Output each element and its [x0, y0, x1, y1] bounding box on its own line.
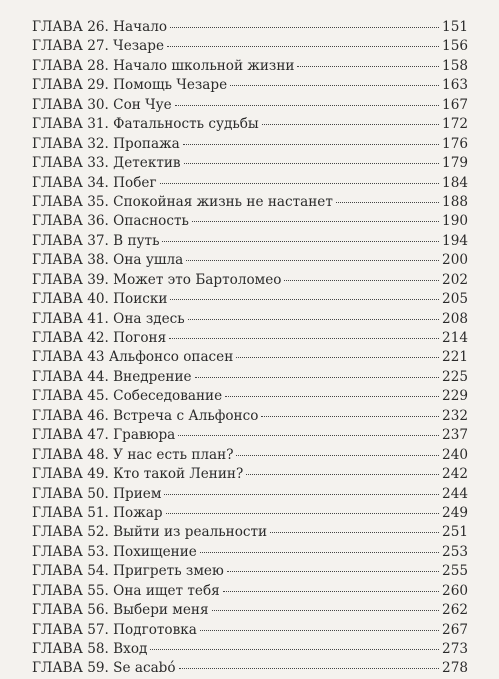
toc-entry-page-number: 202: [442, 271, 468, 288]
dot-leader: [230, 85, 439, 86]
toc-entry-page-number: 278: [442, 660, 468, 677]
toc-entry-page-number: 255: [442, 563, 468, 580]
toc-entry: [32, 640, 468, 659]
toc-entry: [32, 523, 468, 542]
toc-entry-page-number: 176: [442, 135, 468, 152]
toc-entry-title: ГЛАВА 53. Похищение: [32, 543, 197, 560]
toc-entry-title: ГЛАВА 44. Внедрение: [32, 368, 192, 385]
toc-entry: [32, 465, 468, 484]
dot-leader: [162, 241, 439, 242]
dot-leader: [164, 494, 439, 495]
toc-entry-title: ГЛАВА 54. Пригреть змею: [32, 563, 224, 580]
toc-entry-page-number: 267: [442, 621, 468, 638]
toc-entry: [32, 562, 468, 581]
dot-leader: [170, 299, 439, 300]
dot-leader: [336, 202, 439, 203]
toc-entry-page-number: 229: [442, 388, 468, 405]
dot-leader: [160, 183, 439, 184]
toc-entry-title: ГЛАВА 28. Начало школьной жизни: [32, 57, 295, 74]
dot-leader: [179, 668, 439, 669]
toc-entry-title: ГЛАВА 55. Она ищет тебя: [32, 582, 220, 599]
toc-entry-title: ГЛАВА 47. Гравюра: [32, 427, 176, 444]
toc-entry: [32, 621, 468, 640]
dot-leader: [200, 630, 439, 631]
toc-entry-title: ГЛАВА 40. Поиски: [32, 291, 168, 308]
toc-entry-page-number: 237: [442, 427, 468, 444]
dot-leader: [184, 163, 439, 164]
toc-entry-page-number: 184: [442, 174, 468, 191]
toc-entry-title: ГЛАВА 57. Подготовка: [32, 621, 197, 638]
dot-leader: [200, 552, 439, 553]
dot-leader: [167, 46, 439, 47]
toc-entry: [32, 154, 468, 173]
toc-entry: [32, 485, 468, 504]
toc-entry-title: ГЛАВА 42. Погоня: [32, 330, 167, 346]
toc-entry-title: ГЛАВА 59. Se acabó: [32, 660, 176, 677]
dot-leader: [178, 435, 439, 436]
toc-entry-title: ГЛАВА 58. Вход: [32, 641, 148, 657]
toc-entry-title: ГЛАВА 31. Фатальность судьбы: [32, 116, 259, 133]
toc-entry-page-number: 260: [442, 582, 468, 599]
dot-leader: [188, 319, 439, 320]
toc-entry-title: ГЛАВА 46. Встреча с Альфонсо: [32, 407, 259, 424]
dot-leader: [236, 455, 439, 456]
toc-entry-title: ГЛАВА 27. Чезаре: [32, 38, 165, 55]
toc-entry: [32, 251, 468, 270]
toc-entry: [32, 368, 468, 387]
toc-entry: [32, 18, 468, 37]
toc-entry-page-number: 262: [442, 602, 468, 619]
toc-entry-title: ГЛАВА 39. Может это Бартоломео: [32, 271, 282, 288]
toc-entry-title: ГЛАВА 37. В путь: [32, 232, 160, 249]
toc-entry: [32, 232, 468, 251]
toc-entry-page-number: 232: [442, 407, 468, 424]
toc-entry: [32, 543, 468, 562]
toc-entry-page-number: 214: [442, 330, 468, 346]
toc-entry: [32, 659, 468, 678]
toc-entry-title: ГЛАВА 45. Собеседование: [32, 388, 223, 405]
toc-entry-title: ГЛАВА 29. Помощь Чезаре: [32, 77, 228, 94]
toc-entry-title: ГЛАВА 50. Прием: [32, 485, 162, 502]
dot-leader: [192, 221, 439, 222]
toc-entry-title: ГЛАВА 30. Сон Чуе: [32, 96, 172, 113]
dot-leader: [186, 260, 439, 261]
toc-entry-page-number: 151: [442, 19, 468, 35]
dot-leader: [297, 66, 439, 67]
toc-entry-page-number: 225: [442, 368, 468, 385]
toc-entry-title: ГЛАВА 41. Она здесь: [32, 310, 185, 327]
toc-entry-title: ГЛАВА 49. Кто такой Ленин?: [32, 466, 244, 483]
dot-leader: [195, 377, 439, 378]
toc-entry-title: ГЛАВА 33. Детектив: [32, 155, 181, 172]
dot-leader: [236, 357, 439, 358]
toc-entry: [32, 290, 468, 309]
dot-leader: [212, 610, 439, 611]
dot-leader: [175, 105, 439, 106]
toc-entry-title: ГЛАВА 48. У нас есть план?: [32, 446, 234, 463]
dot-leader: [170, 27, 439, 28]
dot-leader: [225, 396, 439, 397]
toc-entry: [32, 115, 468, 134]
toc-entry: [32, 310, 468, 329]
toc-entry-page-number: 205: [442, 291, 468, 308]
dot-leader: [150, 649, 439, 650]
table-of-contents: [32, 18, 468, 679]
toc-entry: [32, 174, 468, 193]
dot-leader: [284, 280, 439, 281]
dot-leader: [261, 416, 439, 417]
toc-entry-page-number: 251: [442, 524, 468, 541]
toc-entry-page-number: 194: [442, 232, 468, 249]
dot-leader: [223, 591, 439, 592]
toc-entry: [32, 348, 468, 367]
toc-entry: [32, 37, 468, 56]
toc-entry-page-number: 172: [442, 116, 468, 133]
toc-entry-page-number: 163: [442, 77, 468, 94]
toc-entry-page-number: 158: [442, 57, 468, 74]
toc-entry-page-number: 253: [442, 543, 468, 560]
toc-entry-page-number: 179: [442, 155, 468, 172]
toc-entry-title: ГЛАВА 32. Пропажа: [32, 135, 180, 152]
toc-entry-page-number: 240: [442, 446, 468, 463]
toc-entry-title: ГЛАВА 38. Она ушла: [32, 252, 184, 269]
toc-entry-page-number: 167: [442, 96, 468, 113]
toc-entry-page-number: 249: [442, 504, 468, 521]
toc-entry: [32, 582, 468, 601]
toc-entry: [32, 329, 468, 348]
toc-entry: [32, 426, 468, 445]
toc-entry: [32, 76, 468, 95]
toc-entry: [32, 387, 468, 406]
toc-entry-page-number: 156: [442, 38, 468, 55]
dot-leader: [166, 513, 440, 514]
toc-entry-page-number: 208: [442, 310, 468, 327]
toc-entry-page-number: 244: [442, 485, 468, 502]
toc-entry: [32, 212, 468, 231]
toc-entry-title: ГЛАВА 36. Опасность: [32, 213, 189, 230]
toc-entry-title: ГЛАВА 34. Побег: [32, 174, 157, 191]
toc-entry-title: ГЛАВА 52. Выйти из реальности: [32, 524, 268, 541]
dot-leader: [227, 571, 439, 572]
toc-entry: [32, 504, 468, 523]
toc-entry: [32, 271, 468, 290]
toc-entry: [32, 446, 468, 465]
dot-leader: [246, 474, 439, 475]
toc-entry-title: ГЛАВА 56. Выбери меня: [32, 602, 209, 619]
dot-leader: [270, 532, 439, 533]
toc-entry-page-number: 190: [442, 213, 468, 230]
toc-entry-page-number: 242: [442, 466, 468, 483]
toc-entry: [32, 135, 468, 154]
toc-entry: [32, 57, 468, 76]
toc-entry-page-number: 221: [442, 349, 468, 366]
toc-entry: [32, 407, 468, 426]
dot-leader: [262, 124, 439, 125]
dot-leader: [183, 144, 439, 145]
toc-entry-title: ГЛАВА 43 Альфонсо опасен: [32, 349, 234, 366]
toc-entry-page-number: 273: [442, 641, 468, 657]
toc-entry-title: ГЛАВА 51. Пожар: [32, 504, 163, 521]
toc-entry: [32, 193, 468, 212]
dot-leader: [169, 338, 439, 339]
toc-entry-title: ГЛАВА 26. Начало: [32, 19, 168, 35]
toc-entry: [32, 96, 468, 115]
toc-entry-page-number: 188: [442, 193, 468, 210]
toc-entry-page-number: 200: [442, 252, 468, 269]
toc-entry: [32, 601, 468, 620]
toc-entry-title: ГЛАВА 35. Спокойная жизнь не настанет: [32, 193, 333, 210]
